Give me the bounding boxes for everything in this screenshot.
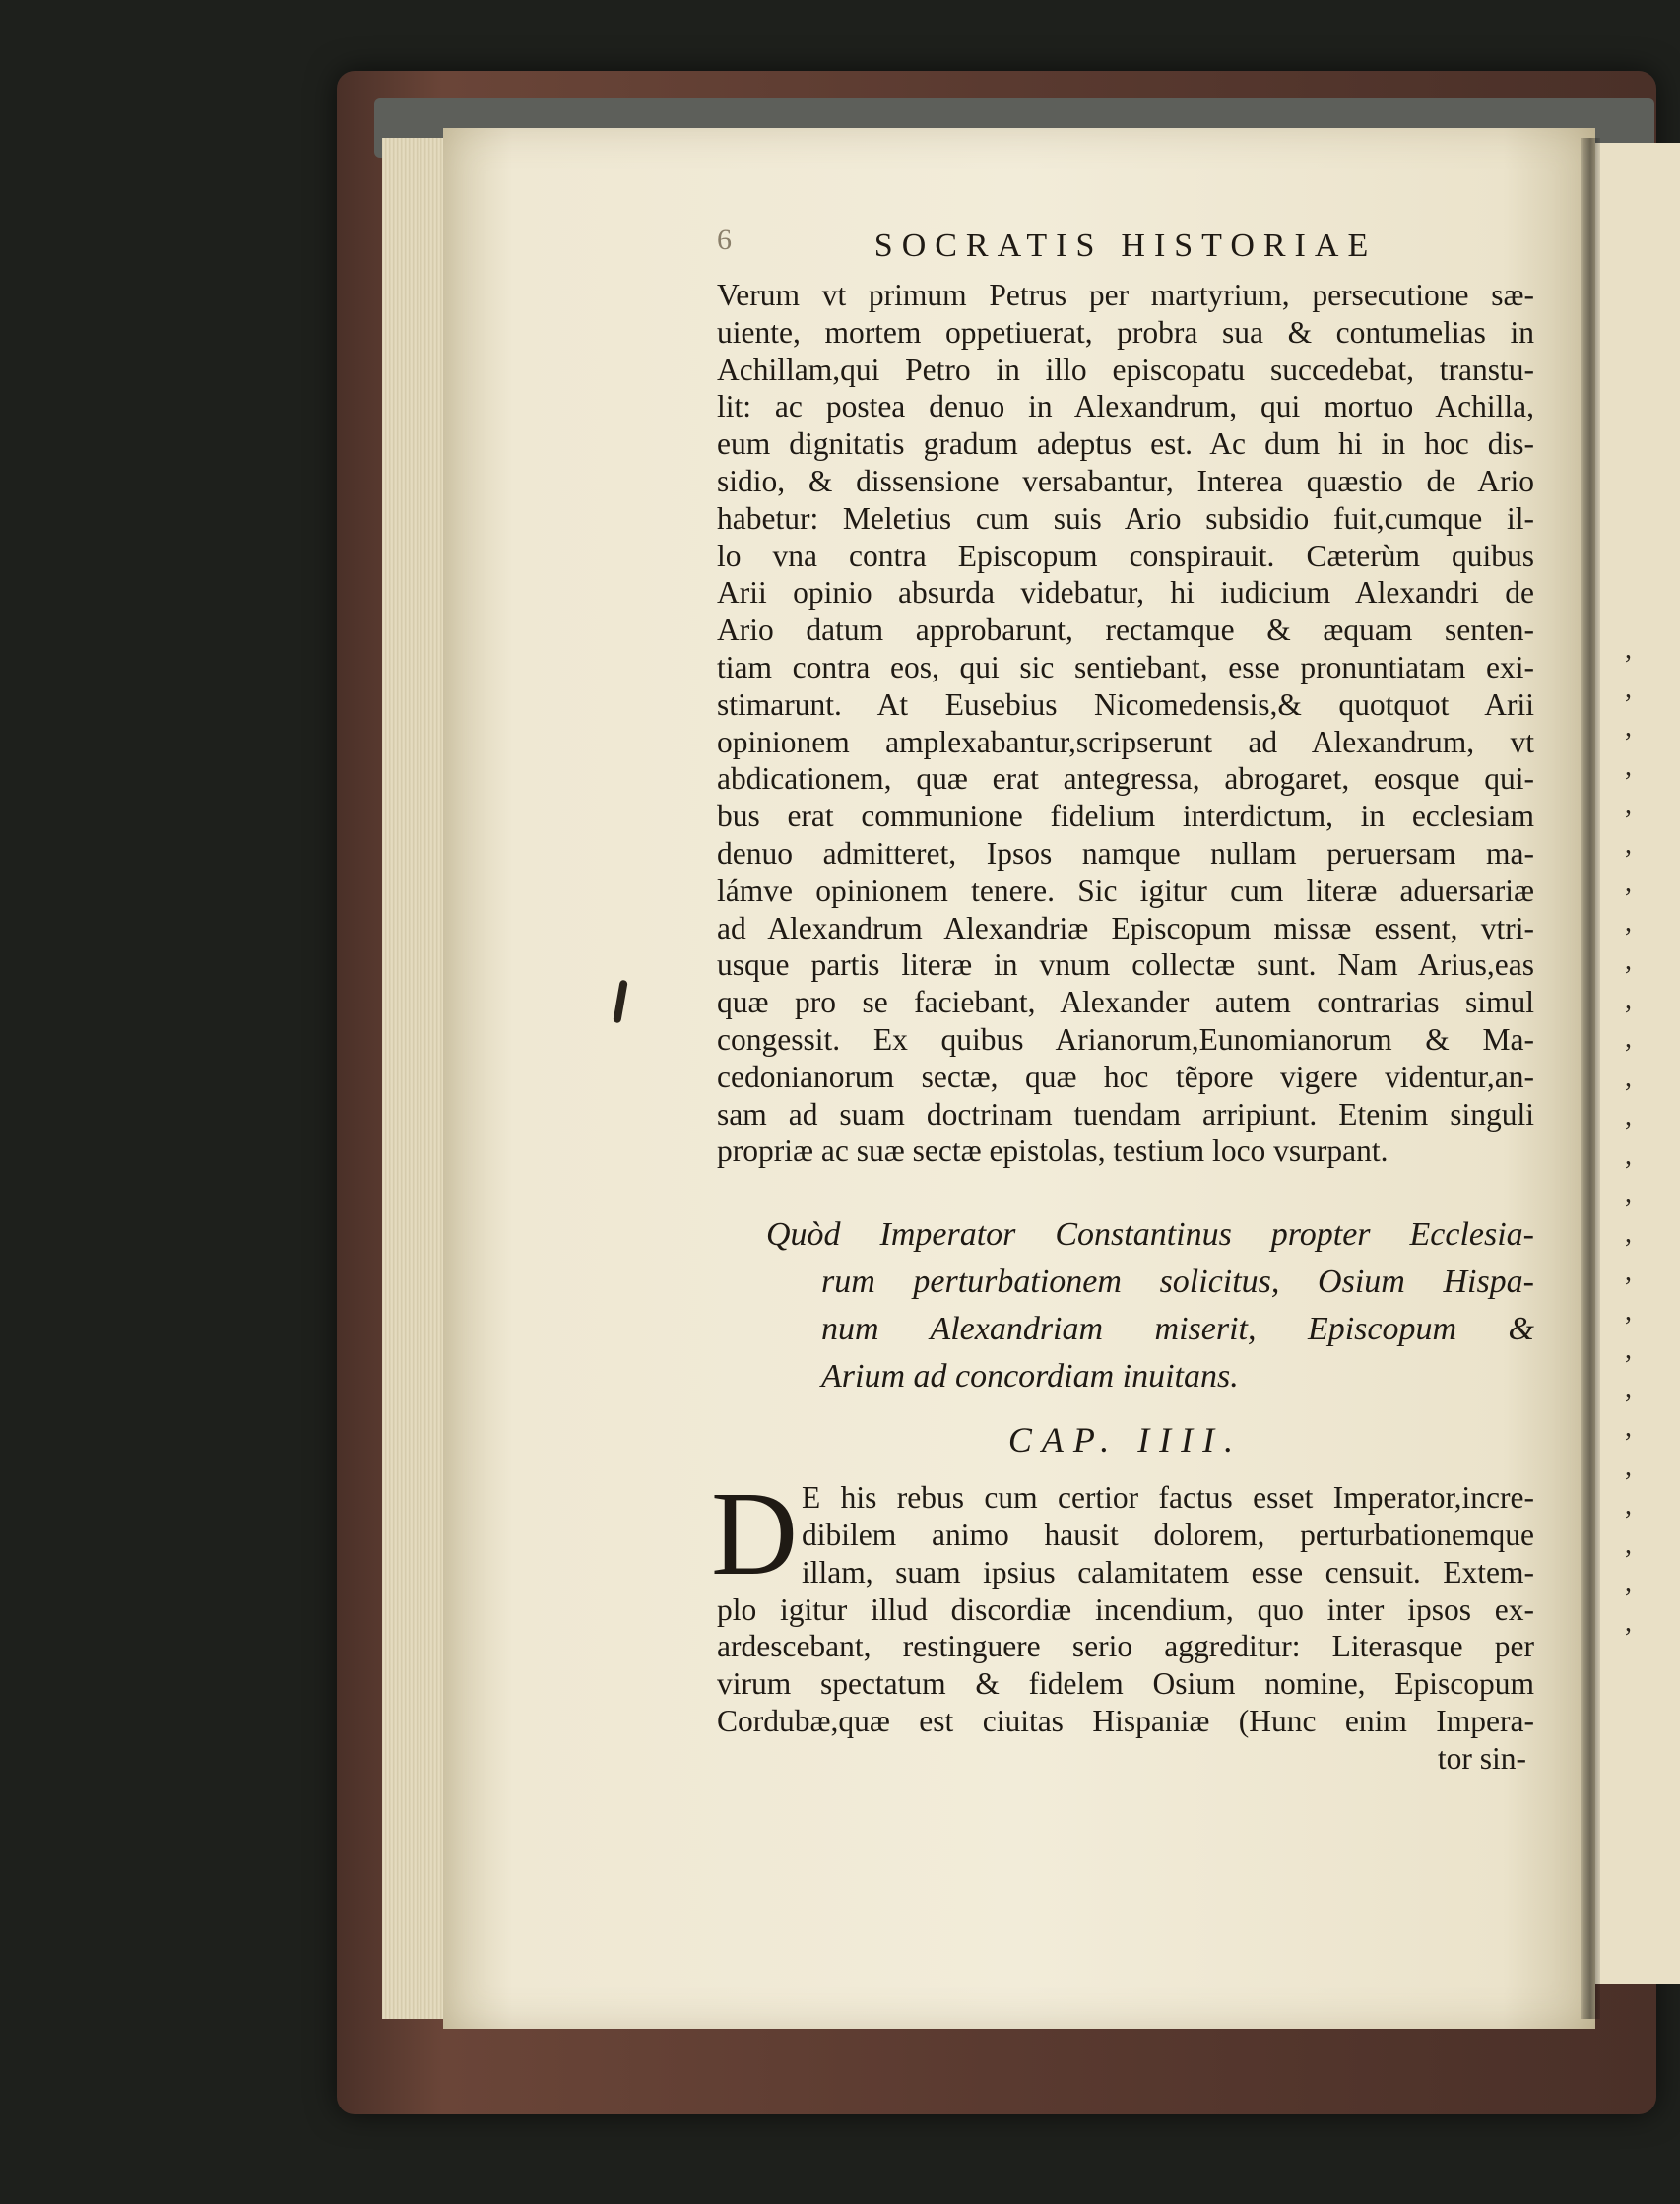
catchword: tor sin- xyxy=(1437,1740,1526,1776)
text-line: lit: ac postea denuo in Alexandrum, qui mortuo Achilla, xyxy=(717,389,1534,424)
text-line: lo vna contra Episcopum conspirauit. Cæterùm quibus xyxy=(717,538,1534,573)
facing-page-glyph: , xyxy=(1625,1217,1632,1249)
book-gutter xyxy=(1581,138,1600,2019)
facing-page-glyph: , xyxy=(1625,1568,1632,1598)
text-line: ardescebant, restinguere serio aggreditur: Literasque per xyxy=(717,1629,1534,1664)
text-line: sam ad suam doctrinam tuendam arripiunt. Etenim singuli xyxy=(717,1096,1534,1132)
facing-page-glyph: , xyxy=(1625,673,1632,704)
facing-page-glyph: , xyxy=(1625,750,1632,782)
text-line: Verum vt primum Petrus per martyrium, persecutione sæ- xyxy=(717,278,1534,312)
facing-page-glyph: , xyxy=(1625,1528,1632,1560)
page-text xyxy=(711,222,1534,1778)
text-line: E his rebus cum certior factus esset Imperator,incre- xyxy=(802,1480,1534,1516)
text-line: quæ pro se faciebant, Alexander autem contrarias simul xyxy=(717,985,1534,1020)
facing-page-glyph: , xyxy=(1625,1451,1632,1482)
text-line: illam, suam ipsius calamitatem esse censuit. Extem- xyxy=(802,1554,1534,1589)
facing-page-glyph: , xyxy=(1625,984,1632,1015)
facing-page-glyph: , xyxy=(1625,1257,1632,1287)
running-head-right: HISTORIAE xyxy=(1121,227,1378,264)
facing-page-glyph: , xyxy=(1625,1334,1632,1365)
facing-page-glyph: , xyxy=(1625,1023,1632,1054)
heading-line: Quòd Imperator Constantinus propter Ecclesia- xyxy=(766,1216,1534,1254)
chapter-number: CAP. IIII. xyxy=(1007,1420,1244,1460)
text-line: tiam contra eos, qui sic sentiebant, esse pronuntiatam exi- xyxy=(717,649,1534,684)
facing-page-glyph: , xyxy=(1625,634,1632,665)
facing-page-glyph: , xyxy=(1625,1412,1632,1443)
text-line: stimarunt. At Eusebius Nicomedensis,& quotquot Arii xyxy=(717,686,1534,722)
facing-page-glyph: , xyxy=(1625,1139,1632,1171)
text-line: Cordubæ,quæ est ciuitas Hispaniæ (Hunc enim Impera- xyxy=(717,1703,1534,1738)
text-line: propriæ ac suæ sectæ epistolas, testium loco vsurpant. xyxy=(717,1134,1389,1169)
paragraph-1 xyxy=(717,277,1534,1170)
text-line: sidio, & dissensione versabantur, Interea quæstio de Ario xyxy=(717,463,1534,498)
facing-page-glyph: , xyxy=(1625,1490,1632,1521)
facing-page-glyph: , xyxy=(1625,790,1632,820)
text-line: opinionem amplexabantur,scripserunt ad Alexandrum, vt xyxy=(717,724,1534,759)
facing-page-glyph: , xyxy=(1625,1373,1632,1404)
heading-line: num Alexandriam miserit, Episcopum & xyxy=(821,1311,1534,1348)
text-line: virum spectatum & fidelem Osium nomine, Episcopum xyxy=(717,1666,1534,1702)
text-line: usque partis literæ in vnum collectæ sunt. Nam Arius,eas xyxy=(717,947,1534,983)
facing-page-glyph: , xyxy=(1625,1295,1632,1327)
text-line: habetur: Meletius cum suis Ario subsidio fuit,cumque il- xyxy=(717,500,1534,536)
facing-page-glyph: , xyxy=(1625,1606,1632,1638)
text-line: lámve opinionem tenere. Sic igitur cum literæ aduersariæ xyxy=(717,873,1534,908)
text-line: congessit. Ex quibus Arianorum,Eunomianorum & Ma- xyxy=(717,1021,1534,1057)
text-line: abdicationem, quæ erat antegressa, abrogaret, eosque qui- xyxy=(717,761,1534,797)
text-line: Arii opinio absurda videbatur, hi iudicium Alexandri de xyxy=(717,575,1534,611)
facing-page-glyph: , xyxy=(1625,868,1632,898)
text-line: Ario datum approbarunt, rectamque & æquam senten- xyxy=(717,613,1534,648)
facing-page-glyph: , xyxy=(1625,1179,1632,1209)
facing-page-glyph: , xyxy=(1625,1101,1632,1132)
heading-line: Arium ad concordiam inuitans. xyxy=(821,1358,1239,1395)
text-line: uiente, mortem oppetiuerat, probra sua & contumelias in xyxy=(717,314,1534,350)
text-line: ad Alexandrum Alexandriæ Episcopum missæ essent, vtri- xyxy=(717,910,1534,945)
text-line: Achillam,qui Petro in illo episcopatu succedebat, transtu- xyxy=(717,352,1534,387)
text-line: bus erat communione fidelium interdictum, in ecclesiam xyxy=(717,799,1534,834)
facing-page-glyph: , xyxy=(1625,712,1632,743)
folio-number: 6 xyxy=(717,224,732,256)
heading-line: rum perturbationem solicitus, Osium Hispa- xyxy=(821,1264,1534,1301)
running-head xyxy=(717,222,1534,271)
facing-page-glyph: , xyxy=(1625,1062,1632,1093)
text-line: denuo admitteret, Ipsos namque nullam peruersam ma- xyxy=(717,835,1534,871)
paragraph-2 xyxy=(711,1467,1534,1777)
chapter-heading xyxy=(717,1211,1534,1400)
running-head-left: SOCRATIS xyxy=(873,227,1104,264)
facing-page-glyphs xyxy=(1625,630,1674,1642)
text-line: plo igitur illud discordiæ incendium, quo inter ipsos ex- xyxy=(717,1591,1534,1627)
text-line: dibilem animo hausit dolorem, perturbationemque xyxy=(802,1517,1534,1552)
facing-page-glyph: , xyxy=(1625,945,1632,976)
text-line: eum dignitatis gradum adeptus est. Ac dum hi in hoc dis- xyxy=(717,426,1534,462)
facing-page-glyph: , xyxy=(1625,906,1632,938)
text-line: cedonianorum sectæ, quæ hoc tẽpore vigere videntur,an- xyxy=(717,1059,1534,1094)
facing-page-glyph: , xyxy=(1625,828,1632,860)
drop-cap: D xyxy=(711,1467,799,1601)
